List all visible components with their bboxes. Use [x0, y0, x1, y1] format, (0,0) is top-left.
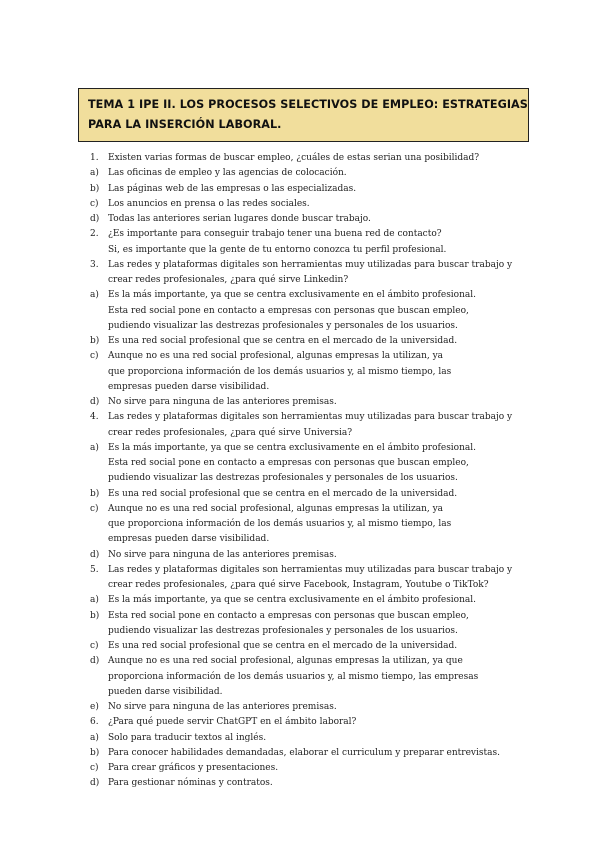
- list-marker: d): [90, 214, 100, 224]
- list-text: Las páginas web de las empresas o las especializadas.: [108, 183, 357, 194]
- list-item: [0, 304, 600, 319]
- list-item: [0, 166, 600, 181]
- list-text: Esta red social pone en contacto a empresas con personas que buscan empleo,: [108, 305, 469, 316]
- list-item: [0, 670, 600, 685]
- list-text: Es la más importante, ya que se centra exclusivamente en el ámbito profesional.: [108, 290, 477, 301]
- list-item: [0, 471, 600, 486]
- list-marker: 6.: [90, 717, 99, 728]
- list-text: pueden darse visibilidad.: [108, 686, 223, 697]
- list-item: [0, 349, 600, 364]
- list-text: Aunque no es una red social profesional, algunas empresas la utilizan, ya: [108, 351, 444, 362]
- list-item: [0, 715, 600, 730]
- list-marker: d): [90, 656, 100, 667]
- list-text: que proporciona información de los demás usuarios y, al mismo tiempo, las: [108, 366, 452, 377]
- list-text: Para gestionar nóminas y contratos.: [108, 778, 273, 789]
- list-item: [0, 593, 600, 608]
- list-text: Las redes y plataformas digitales son herramientas muy utilizadas para buscar trabajo y: [108, 564, 513, 575]
- list-text: No sirve para ninguna de las anteriores premisas.: [108, 549, 337, 560]
- list-marker: a): [90, 595, 99, 606]
- list-text: Las redes y plataformas digitales son herramientas muy utilizadas para buscar trabajo y: [108, 259, 513, 270]
- list-item: [0, 319, 600, 334]
- list-marker: b): [90, 610, 100, 621]
- list-item: [0, 243, 600, 258]
- list-text: pudiendo visualizar las destrezas profesionales y personales de los usuarios.: [108, 473, 458, 484]
- list-text: Los anuncios en prensa o las redes sociales.: [108, 198, 310, 209]
- list-item: [0, 288, 600, 303]
- list-marker: c): [90, 351, 99, 362]
- list-text: Todas las anteriores serian lugares donde buscar trabajo.: [108, 214, 371, 224]
- list-marker: 1.: [90, 153, 99, 163]
- list-item: [0, 532, 600, 547]
- list-item: [0, 776, 600, 791]
- list-marker: b): [90, 488, 100, 499]
- list-marker: 2.: [90, 229, 99, 240]
- list-item: [0, 182, 600, 197]
- list-text: Para conocer habilidades demandadas, elaborar el curriculum y preparar entrevistas.: [108, 747, 500, 758]
- page-title-box: [78, 88, 529, 142]
- list-item: [0, 365, 600, 380]
- list-marker: a): [90, 168, 99, 179]
- list-item: [0, 151, 600, 166]
- list-text: Si, es importante que la gente de tu entorno conozca tu perfil profesional.: [108, 244, 447, 255]
- list-marker: c): [90, 763, 99, 773]
- list-marker: d): [90, 549, 100, 560]
- list-item: [0, 700, 600, 715]
- list-item: [0, 273, 600, 288]
- list-item: [0, 746, 600, 761]
- list-text: que proporciona información de los demás usuarios y, al mismo tiempo, las: [108, 519, 452, 529]
- list-item: [0, 395, 600, 410]
- list-item: [0, 426, 600, 441]
- list-item: [0, 563, 600, 578]
- list-text: Existen varias formas de buscar empleo, ¿cuáles de estas serian una posibilidad?: [108, 153, 480, 163]
- list-text: Aunque no es una red social profesional, algunas empresas la utilizan, ya que: [108, 656, 463, 667]
- list-item: [0, 410, 600, 425]
- list-marker: 5.: [90, 564, 99, 575]
- list-text: pudiendo visualizar las destrezas profesionales y personales de los usuarios.: [108, 625, 458, 636]
- list-item: [0, 639, 600, 654]
- list-text: Solo para traducir textos al inglés.: [108, 732, 267, 743]
- list-item: [0, 548, 600, 563]
- list-text: crear redes profesionales, ¿para qué sirve Universia?: [108, 427, 353, 438]
- list-item: [0, 456, 600, 471]
- list-item: [0, 761, 600, 776]
- list-text: crear redes profesionales, ¿para qué sirve Linkedin?: [108, 275, 349, 285]
- list-marker: c): [90, 198, 99, 209]
- list-item: [0, 197, 600, 212]
- list-item: [0, 609, 600, 624]
- list-text: Esta red social pone en contacto a empresas con personas que buscan empleo,: [108, 458, 469, 468]
- list-text: Es una red social profesional que se centra en el mercado de la universidad.: [108, 488, 458, 499]
- list-item: [0, 441, 600, 456]
- list-marker: b): [90, 183, 100, 194]
- list-text: Esta red social pone en contacto a empresas con personas que buscan empleo,: [108, 610, 469, 621]
- list-item: [0, 578, 600, 593]
- list-marker: a): [90, 732, 99, 743]
- list-text: proporciona información de los demás usuarios y, al mismo tiempo, las empresas: [108, 671, 479, 682]
- list-text: Es una red social profesional que se centra en el mercado de la universidad.: [108, 641, 458, 651]
- question-list: [0, 151, 600, 792]
- list-text: ¿Es importante para conseguir trabajo tener una buena red de contacto?: [108, 229, 442, 240]
- list-marker: 3.: [90, 259, 99, 270]
- list-item: [0, 487, 600, 502]
- list-marker: c): [90, 641, 99, 651]
- list-item: [0, 334, 600, 349]
- list-marker: a): [90, 442, 99, 453]
- page-title-line-1: TEMA 1 IPE II. LOS PROCESOS SELECTIVOS DE EMPLEO: ESTRATEGIAS: [88, 98, 528, 111]
- list-text: No sirve para ninguna de las anteriores premisas.: [108, 397, 337, 407]
- list-text: Las oficinas de empleo y las agencias de colocación.: [108, 168, 347, 179]
- list-text: pudiendo visualizar las destrezas profesionales y personales de los usuarios.: [108, 320, 458, 331]
- list-text: Es la más importante, ya que se centra exclusivamente en el ámbito profesional.: [108, 595, 477, 606]
- list-text: Para crear gráficos y presentaciones.: [108, 763, 279, 773]
- list-text: empresas pueden darse visibilidad.: [108, 534, 270, 545]
- list-text: empresas pueden darse visibilidad.: [108, 381, 270, 392]
- list-text: Es la más importante, ya que se centra exclusivamente en el ámbito profesional.: [108, 442, 477, 453]
- list-marker: a): [90, 290, 99, 301]
- list-item: [0, 502, 600, 517]
- list-marker: b): [90, 336, 100, 346]
- list-item: [0, 227, 600, 242]
- list-item: [0, 731, 600, 746]
- list-item: [0, 258, 600, 273]
- page-title-line-2: PARA LA INSERCIÓN LABORAL.: [88, 118, 282, 131]
- list-text: Es una red social profesional que se centra en el mercado de la universidad.: [108, 336, 458, 346]
- list-marker: e): [90, 702, 99, 712]
- list-text: ¿Para qué puede servir ChatGPT en el ámbito laboral?: [108, 717, 357, 728]
- list-text: Aunque no es una red social profesional, algunas empresas la utilizan, ya: [108, 503, 444, 514]
- list-text: Las redes y plataformas digitales son herramientas muy utilizadas para buscar trabajo y: [108, 412, 513, 423]
- list-marker: c): [90, 503, 99, 514]
- list-text: crear redes profesionales, ¿para qué sirve Facebook, Instagram, Youtube o TikTok?: [108, 580, 489, 590]
- list-item: [0, 654, 600, 669]
- list-marker: d): [90, 397, 100, 407]
- list-item: [0, 624, 600, 639]
- list-text: No sirve para ninguna de las anteriores premisas.: [108, 702, 337, 712]
- list-item: [0, 517, 600, 532]
- list-marker: 4.: [90, 412, 99, 423]
- list-item: [0, 380, 600, 395]
- list-item: [0, 212, 600, 227]
- list-marker: d): [90, 778, 100, 789]
- list-marker: b): [90, 747, 100, 758]
- list-item: [0, 685, 600, 700]
